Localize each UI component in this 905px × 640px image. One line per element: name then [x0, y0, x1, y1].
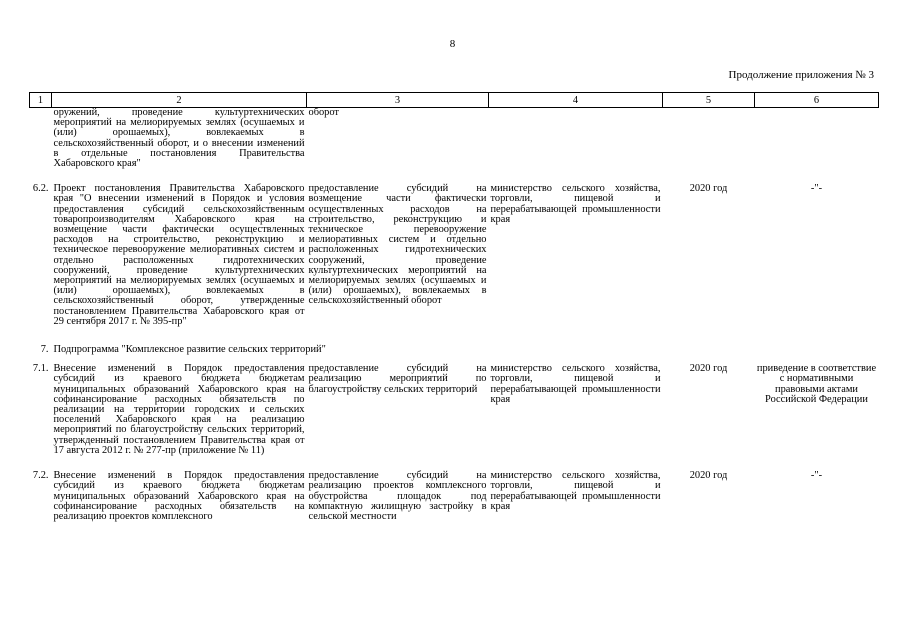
- executor-cell: министерство сельского хозяйства, торговли, пищевой и перерабатывающей промышленности края: [490, 363, 661, 405]
- term-cell: 2020 год: [689, 470, 728, 482]
- row-number: 7.2.: [32, 470, 49, 482]
- measures-table: [29, 92, 879, 522]
- note-cell: [755, 108, 879, 184]
- subprogram-row: [30, 341, 879, 363]
- note-cell: -"-: [810, 470, 823, 482]
- note-cell: приведение в соответствие с нормативными правовыми актами Российской Федерации: [756, 363, 877, 405]
- row-number: 6.2.: [32, 183, 49, 195]
- subprogram-title: Подпрограмма "Комплексное развитие сельских территорий": [53, 344, 326, 356]
- executor-cell: министерство сельского хозяйства, торговли, пищевой и перерабатывающей промышленности края: [490, 183, 661, 225]
- column-number-header-row: [30, 93, 879, 108]
- result-cell: предоставление субсидий на реализацию проектов комплексного обустройства площадок под компактную жилищную застройку в сельской местности: [308, 470, 487, 522]
- measure-cell: Проект постановления Правительства Хабаровского края "О внесении изменений в Порядок и условия предоставления субсидий сельскохозяйственным товаропроизводителям Хабаровского края на возмещение части фактически осуществленных расходов на строительство, реконструкцию и техническое перевооружение мелиоративных систем и отдельно расположенных гидротехнических сооружений, проведение культуртехнических мероприятий на мелиорируемых землях (осушаемых и (или) орошаемых), вовлекаемых в сельскохозяйственный оборот, утвержденные постановлением Правительства Хабаровского края от 29 сентября 2017 г. № 395-пр": [53, 183, 305, 327]
- column-header-6: 6: [755, 93, 879, 108]
- result-cell: предоставление субсидий на реализацию мероприятий по благоустройству сельских территорий: [308, 363, 487, 395]
- term-cell: 2020 год: [689, 183, 728, 195]
- row-number: 7.: [40, 344, 49, 356]
- table-row: [30, 363, 879, 470]
- page-number: 8: [449, 38, 456, 50]
- column-header-4: 4: [489, 93, 663, 108]
- continuation-label: Продолжение приложения № 3: [728, 69, 874, 81]
- measure-cell: Внесение изменений в Порядок предоставления субсидий из краевого бюджета бюджетам муниципальных образований Хабаровского края на софинансирование расходных обязательств по реализации на территории городских и сельских поселений Хабаровского края на реализацию мероприятий по благоустройству сельских территорий, утвержденный постановлением Правительства края от 17 августа 2012 г. № 277-пр (приложение № 11): [53, 363, 305, 456]
- measure-cell: оружений, проведение культуртехнических мероприятий на мелиорируемых землях (осушаемых и (или) орошаемых), вовлекаемых в сельскохозяйственный оборот, и о внесении изменений в отдельные постановления Правительства Хабаровского края": [53, 107, 305, 170]
- row-number: [30, 108, 52, 184]
- result-cell: предоставление субсидий на возмещение части фактически осуществленных расходов на строительство, реконструкцию и техническое перевооружение мелиоративных систем и отдельно расположенных гидротехнических сооружений, проведение культуртехнических мероприятий на мелиорируемых землях (осушаемых и (или) орошаемых), вовлекаемых в сельскохозяйственный оборот: [308, 183, 487, 307]
- executor-cell: министерство сельского хозяйства, торговли, пищевой и перерабатывающей промышленности края: [490, 470, 661, 512]
- result-cell: оборот: [308, 107, 339, 118]
- column-header-3: 3: [307, 93, 489, 108]
- executor-cell: [489, 108, 663, 184]
- column-header-1: 1: [30, 93, 52, 108]
- column-header-2: 2: [52, 93, 307, 108]
- term-cell: [663, 108, 755, 184]
- measure-cell: Внесение изменений в Порядок предоставления субсидий из краевого бюджета бюджетам муниципальных образований Хабаровского края на софинансирование расходных обязательств на реализацию проектов комплексного: [53, 470, 305, 522]
- term-cell: 2020 год: [689, 363, 728, 375]
- table-row: [30, 470, 879, 522]
- table-row: [30, 108, 879, 184]
- column-header-5: 5: [663, 93, 755, 108]
- note-cell: -"-: [810, 183, 823, 195]
- row-number: 7.1.: [32, 363, 49, 375]
- table-row: [30, 183, 879, 341]
